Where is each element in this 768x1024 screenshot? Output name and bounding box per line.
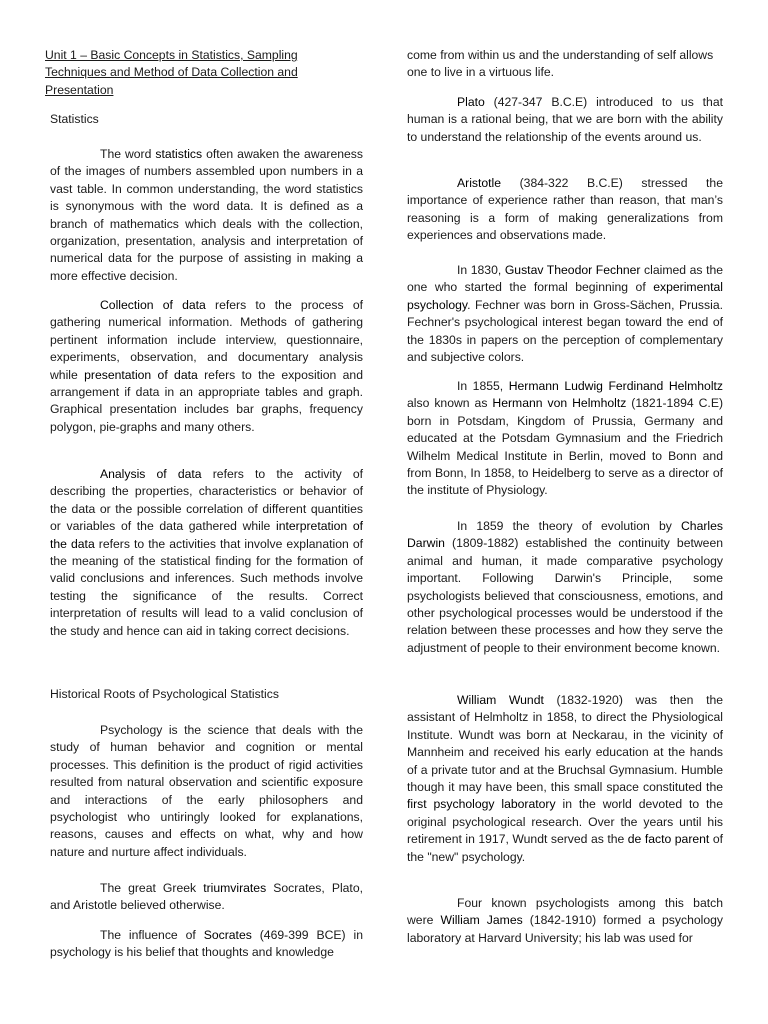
paragraph-socrates-continued: come from within us and the understanding of self allows one to live in a virtuous life. — [407, 48, 714, 80]
keyword-presentation-of-data: presentation of data — [84, 367, 198, 382]
paragraph-fechner: In 1830, Gustav Theodor Fechner claimed as the one who started the formal beginning of experimental psychology. Fechner was born in Gross-Sächen, Prussia. Fechner's psychological interest began toward the end of the 1830s in papers on the perception of complementary and subjective colors. — [407, 263, 724, 365]
keyword-triumvirates: triumvirates — [203, 881, 267, 895]
paragraph-darwin: In 1859 the theory of evolution by Charles Darwin (1809-1882) established the continuity between animal and human, it made comparative psychology important. Following Darwin's Principle, some psychologists believed that consciousness, emotions, and other psychological processes would be understood if the relation between these processes and how they serve the adjustment of people to their environment become known. — [407, 519, 723, 655]
keyword-first-psychology-laboratory: first psychology laboratory — [407, 797, 556, 812]
paragraph-helmholtz: In 1855, Hermann Ludwig Ferdinand Helmholtz also known as Hermann von Helmholtz (1821-1894 C.E) born in Potsdam, Kingdom of Prussia, Germany and educated at the Potsdam Gymnasium and the Friedrich Wilhelm Medical Institute in Berlin, moved to Bonn and from Bonn, In 1858, to Heidelberg to serve as a director of the institute of Physiology. — [407, 379, 724, 498]
paragraph-william-james: Four known psychologists among this batch were William James (1842-1910) formed a psychology laboratory at Harvard University; his lab was used for — [407, 896, 723, 945]
keyword-collection-of-data: Collection of data — [100, 298, 206, 312]
keyword-plato: Plato — [457, 95, 485, 109]
paragraph-socrates: The influence of Socrates (469-399 BCE) in psychology is his belief that thoughts and knowledge — [50, 928, 363, 960]
left-column — [45, 0, 363, 1024]
paragraph-wundt: William Wundt (1832-1920) was then the assistant of Helmholtz in 1858, to direct the Physiological Institute. Wundt was born at Neckarau, in the vicinity of Mannheim and received his early education at the hands of a private tutor and at the Bruchsal Gymnasium. Humble though it may have been, this small space constituted the first psychology laboratory in the world devoted to the original psychological research. Over the years until his retirement in 1917, Wundt served as the de facto parent of the "new" psychology. — [407, 693, 724, 864]
keyword-socrates: Socrates — [203, 928, 252, 942]
keyword-aristotle: Aristotle — [457, 176, 502, 190]
heading-statistics: Statistics — [50, 112, 99, 126]
keyword-william-james: William James — [440, 913, 523, 928]
keyword-helmholtz-full: Hermann Ludwig Ferdinand Helmholtz — [508, 379, 724, 393]
keyword-darwin: Charles Darwin — [407, 519, 723, 551]
paragraph-collection-of-data: Collection of data refers to the process of gathering numerical information. Methods of gathering pertinent information include interview, questionnaire, experiments, observation, and documentary analysis while presentation of data refers to the exposition and arrangement if data in an appropriate tables and graph. Graphical presentation includes bar graphs, frequency polygon, pie-graphs and many others. — [50, 298, 363, 434]
paragraph-psychology-definition: Psychology is the science that deals with the study of human behavior and cognition or mental processes. This definition is the product of rigid activities resulted from natural observation and scientific exposure and interactions of the early philosophers and psychologist who untiringly looked for explanations, reasons, causes and effects on what, why and how nature and nurture affect individuals. — [50, 723, 363, 859]
keyword-helmholtz-short: Hermann von Helmholtz — [492, 396, 627, 411]
paragraph-aristotle: Aristotle (384-322 B.C.E) stressed the importance of experience rather than reason, that man’s reasoning is a form of making generalizations from experiences and observations made. — [407, 176, 723, 243]
keyword-analysis-of-data: Analysis of data — [100, 467, 202, 481]
paragraph-triumvirates: The great Greek triumvirates Socrates, Plato, and Aristotle believed otherwise. — [50, 881, 363, 913]
unit-title: Unit 1 – Basic Concepts in Statistics, Sampling Techniques and Method of Data Collection and Presentation — [45, 48, 298, 97]
keyword-de-facto-parent: de facto parent — [627, 832, 710, 847]
keyword-wundt: William Wundt — [457, 693, 544, 707]
keyword-fechner: Gustav Theodor Fechner — [504, 263, 641, 277]
keyword-experimental-psychology: experimental psychology — [407, 280, 723, 312]
heading-historical-roots: Historical Roots of Psychological Statistics — [50, 687, 279, 701]
keyword-statistics: statistics — [155, 147, 203, 161]
keyword-interpretation-of-data: interpretation of the data — [50, 519, 363, 551]
paragraph-analysis-of-data: Analysis of data refers to the activity of describing the properties, characteristics or behavior of the data or the possible correlation of different quantities or variables of the data gathered while interpretation of the data refers to the activities that involve explanation of the meaning of the statistical finding for the formation of valid conclusions and inferences. Such methods involve testing the significance of the results. Correct interpretation of results will lead to a valid conclusion of the study and hence can aid in taking correct decisions. — [50, 467, 363, 638]
paragraph-statistics: The word statistics often awaken the awareness of the images of numbers assembled upon numbers in a vast table. In common understanding, the word statistics is synonymous with the word data. It is defined as a branch of mathematics which deals with the collection, organization, presentation, analysis and interpretation of numerical data for the purpose of assisting in making a more effective decision. — [50, 147, 363, 283]
right-column — [407, 0, 723, 1024]
paragraph-plato: Plato (427-347 B.C.E) introduced to us that human is a rational being, that we are born with the ability to understand the relationship of the events around us. — [407, 95, 723, 144]
